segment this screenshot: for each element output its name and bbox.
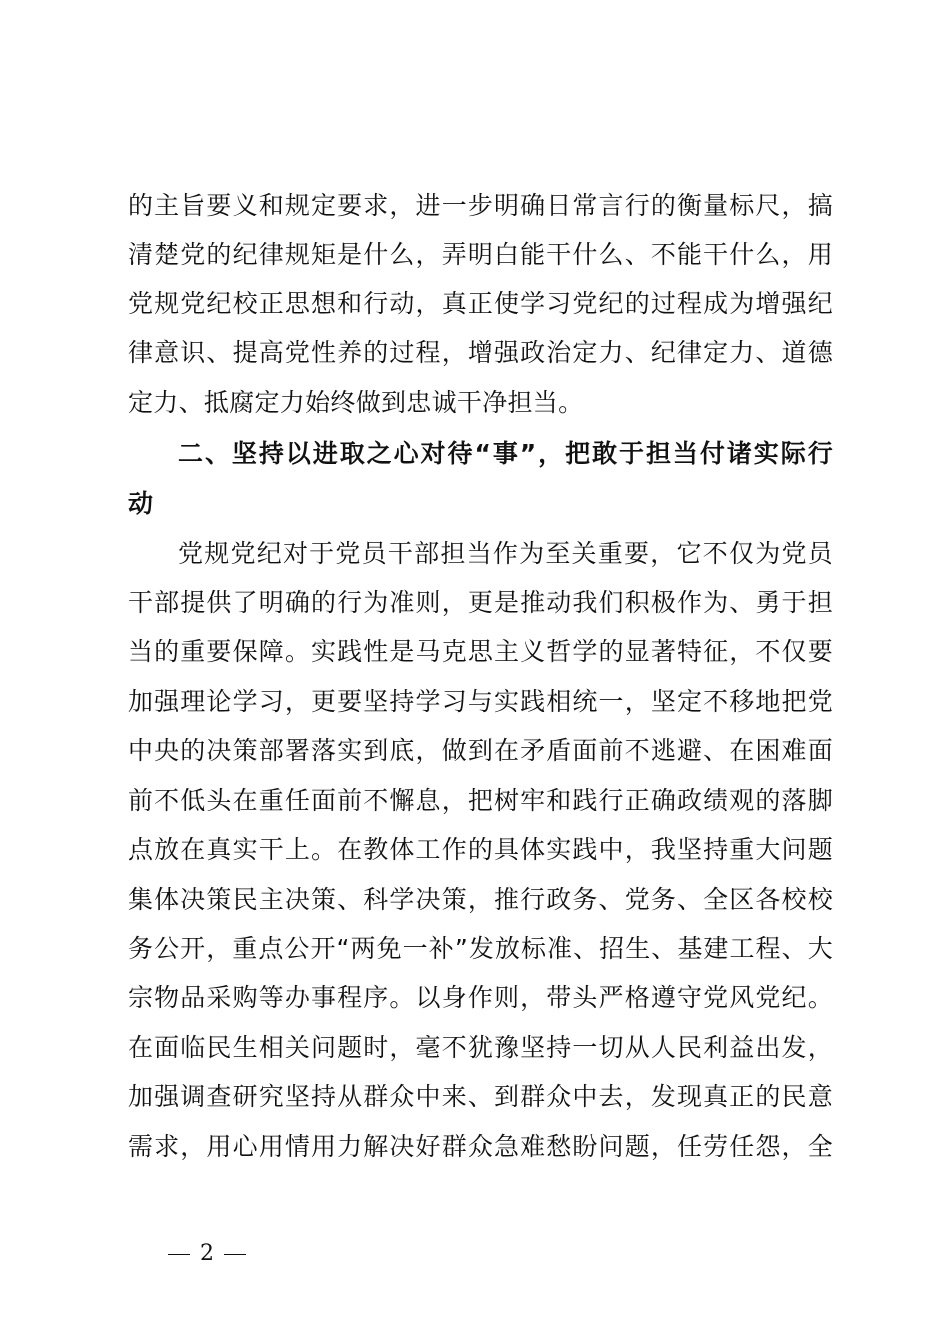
- section-heading-line-2: 动: [128, 489, 154, 518]
- paragraph-2-line-12: 加强调查研究坚持从群众中来、到群众中去，发现真正的民意: [128, 1082, 833, 1111]
- footer-dash-left: [168, 1254, 190, 1255]
- section-heading-line-1: 二、坚持以进取之心对待“事”，把敢于担当付诸实际行: [178, 439, 833, 468]
- page-number: 2: [200, 1241, 214, 1266]
- paragraph-2-line-1: 党规党纪对于党员干部担当作为至关重要，它不仅为党员: [178, 539, 833, 568]
- paragraph-1-line-5: 定力、抵腐定力始终做到忠诚干净担当。: [128, 388, 584, 417]
- paragraph-2-line-10: 宗物品采购等办事程序。以身作则，带头严格遵守党风党纪。: [128, 983, 833, 1012]
- paragraph-2-line-8: 集体决策民主决策、科学决策，推行政务、党务、全区各校校: [128, 885, 833, 914]
- paragraph-1-line-4: 律意识、提高党性养的过程，增强政治定力、纪律定力、道德: [128, 338, 833, 367]
- paragraph-2-line-3: 当的重要保障。实践性是马克思主义哲学的显著特征，不仅要: [128, 637, 833, 666]
- page-footer: [168, 1238, 246, 1270]
- paragraph-2-line-4: 加强理论学习，更要坚持学习与实践相统一，坚定不移地把党: [128, 687, 833, 716]
- paragraph-2-line-13: 需求，用心用情用力解决好群众急难愁盼问题，任劳任怨，全: [128, 1132, 833, 1161]
- paragraph-1-line-2: 清楚党的纪律规矩是什么，弄明白能干什么、不能干什么，用: [128, 240, 833, 269]
- footer-dash-right: [224, 1254, 246, 1255]
- paragraph-2-line-11: 在面临民生相关问题时，毫不犹豫坚持一切从人民利益出发，: [128, 1033, 833, 1062]
- paragraph-2-line-5: 中央的决策部署落实到底，做到在矛盾面前不逃避、在困难面: [128, 736, 833, 765]
- paragraph-1-line-3: 党规党纪校正思想和行动，真正使学习党纪的过程成为增强纪: [128, 289, 833, 318]
- paragraph-2-line-6: 前不低头在重任面前不懈息，把树牢和践行正确政绩观的落脚: [128, 786, 833, 815]
- paragraph-2-line-7: 点放在真实干上。在教体工作的具体实践中，我坚持重大问题: [128, 835, 833, 864]
- paragraph-2-line-9: 务公开，重点公开“两免一补”发放标准、招生、基建工程、大: [128, 934, 833, 963]
- paragraph-1-line-1: 的主旨要义和规定要求，进一步明确日常言行的衡量标尺，搞: [128, 191, 833, 220]
- paragraph-2-line-2: 干部提供了明确的行为准则，更是推动我们积极作为、勇于担: [128, 588, 833, 617]
